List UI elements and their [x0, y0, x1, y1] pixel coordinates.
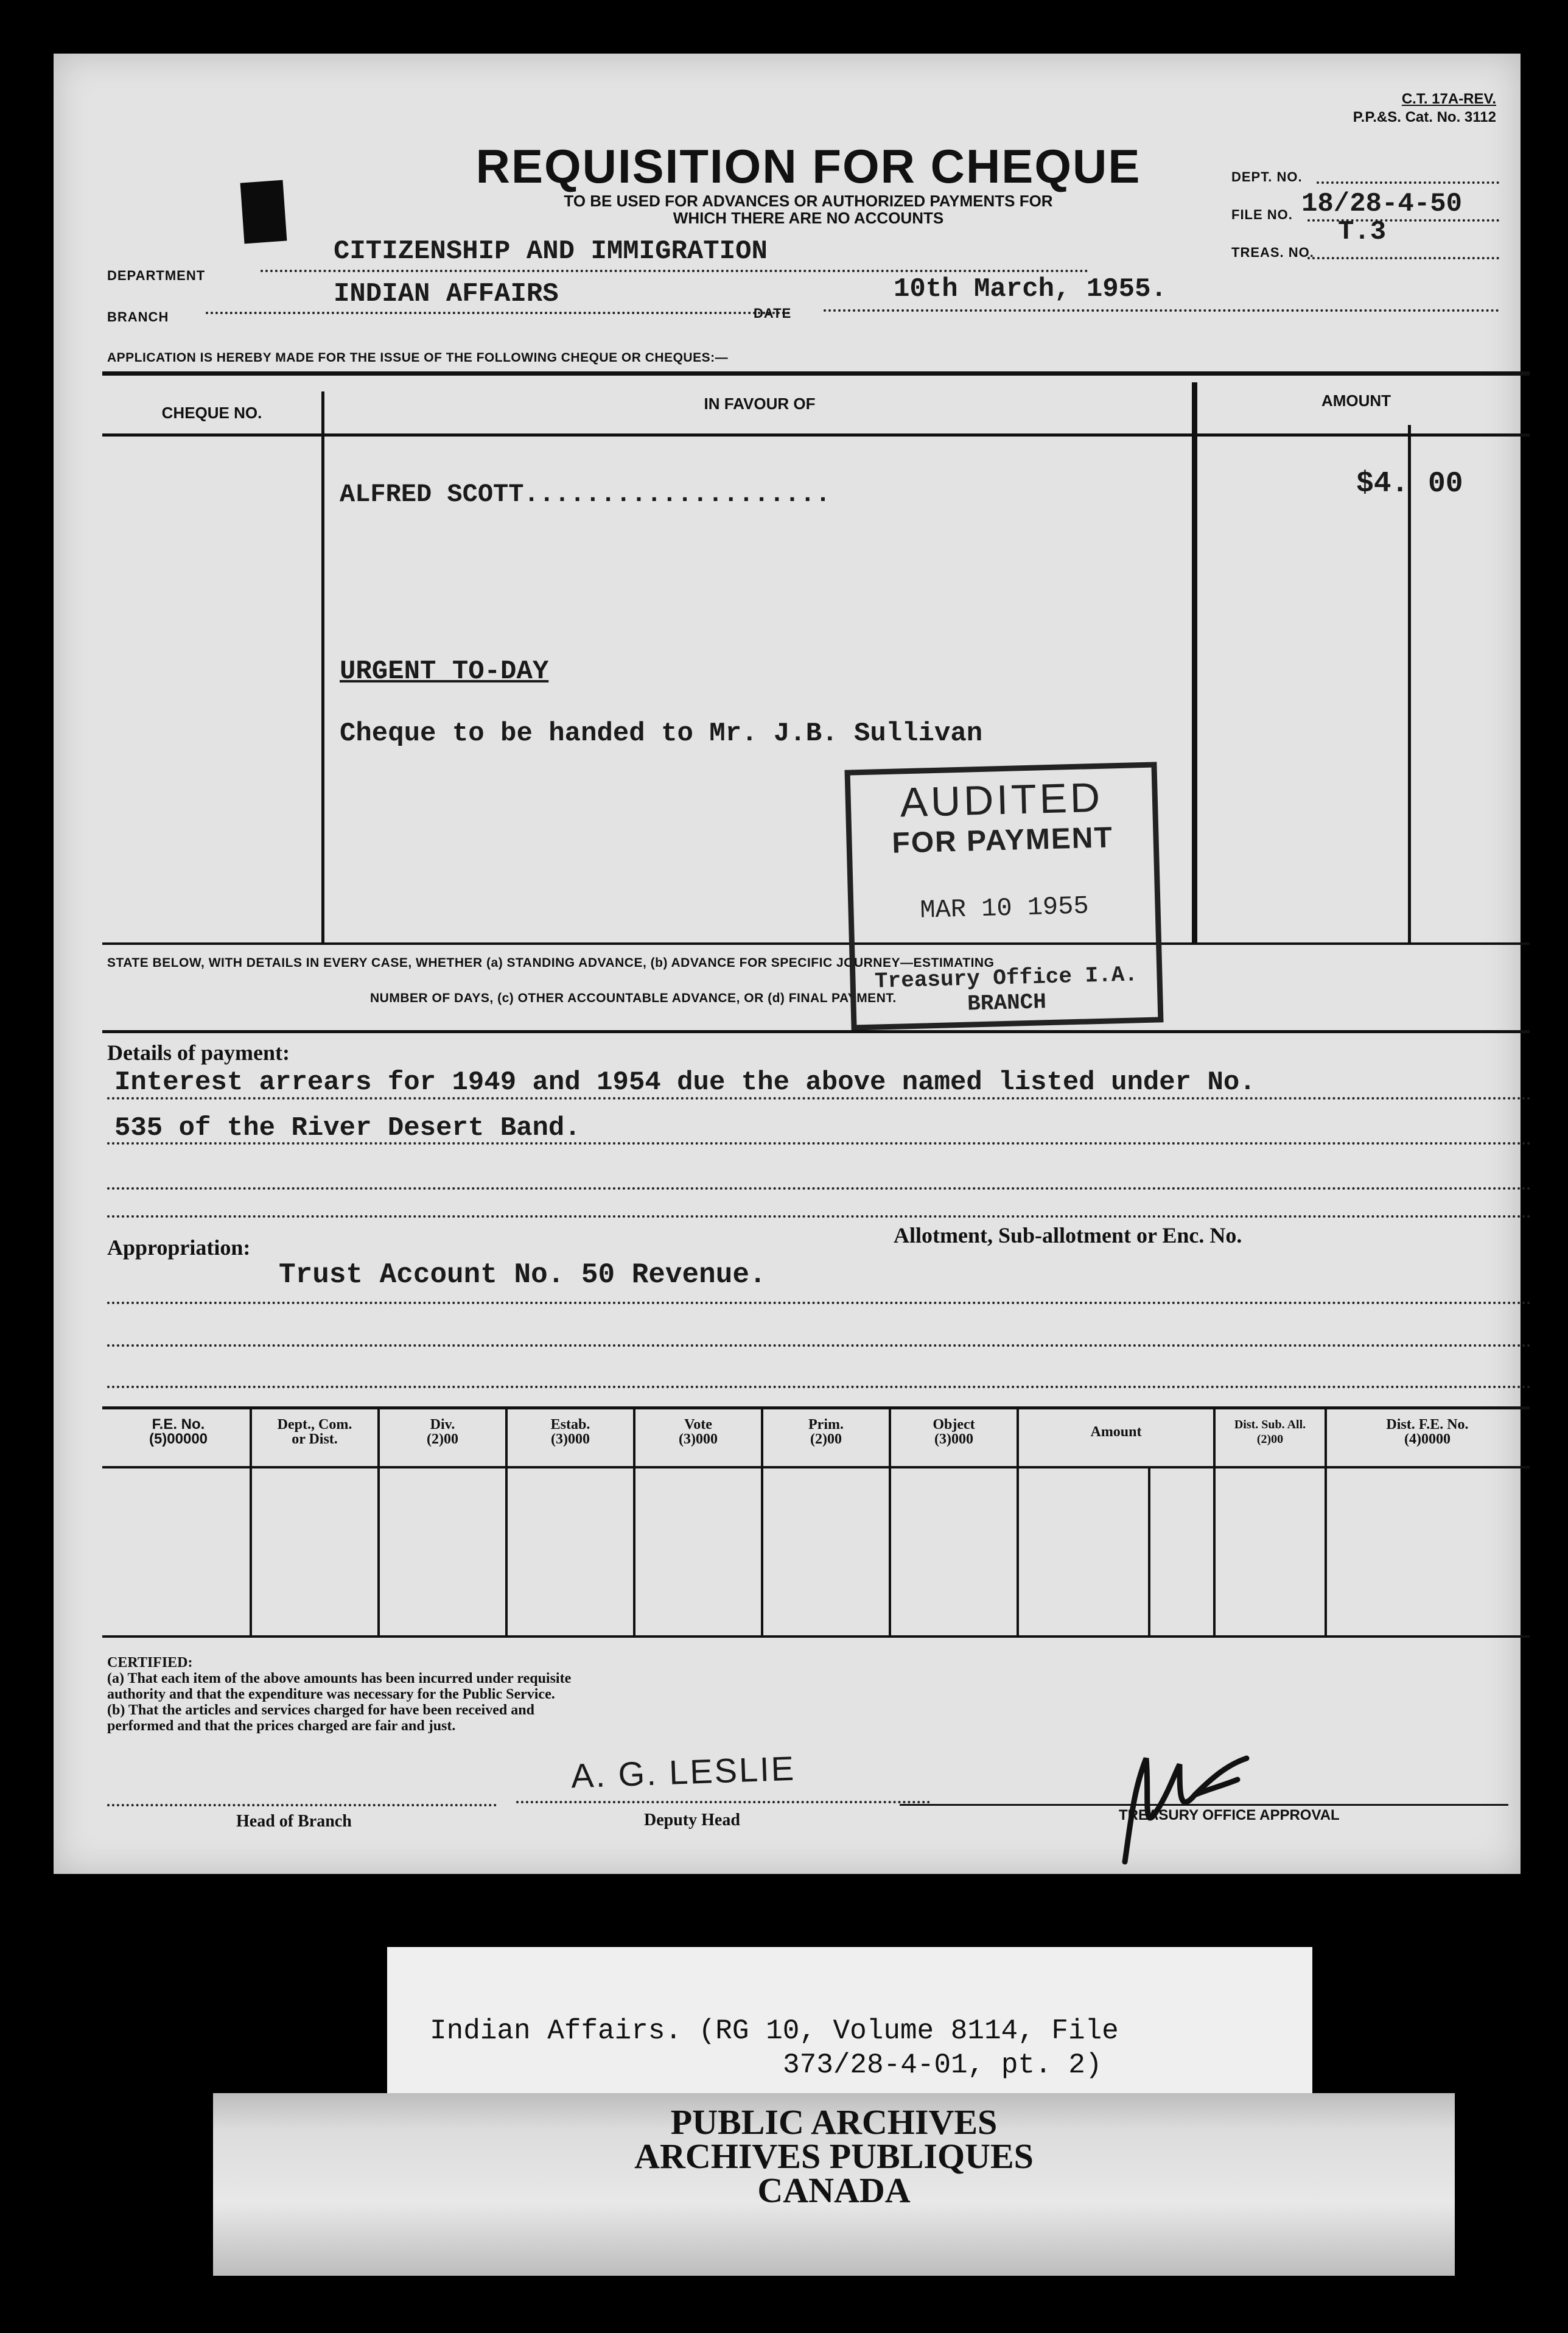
col-cheque-no: CHEQUE NO.: [161, 404, 262, 422]
appropriation-rule-3: [107, 1386, 1531, 1388]
grid-header-object-1: Object: [933, 1417, 975, 1433]
cheque-table-top-rule: [102, 371, 1530, 376]
filing-mark: [240, 180, 287, 244]
file-no-value: 18/28-4-50: [1301, 189, 1463, 219]
grid-header-div-2: (2)00: [427, 1431, 458, 1447]
form-subtitle: [358, 192, 1259, 226]
grid-header-dist-fe: [1327, 1417, 1528, 1447]
amount-dollars: $4.: [1356, 468, 1409, 500]
grid-amount-cents-divider: [1148, 1467, 1150, 1638]
state-below-line-1: STATE BELOW, WITH DETAILS IN EVERY CASE, WHETHER (a) STANDING ADVANCE, (b) ADVANCE FOR SPECIFIC JOURNEY—ESTIMATING: [107, 956, 995, 970]
stamp-for-payment: FOR PAYMENT: [891, 821, 1114, 860]
grid-header-estab-2: (3)000: [551, 1431, 590, 1447]
details-line-2-rule: [107, 1142, 1531, 1145]
archives-text: [213, 2102, 1455, 2210]
grid-header-rule: [102, 1466, 1530, 1468]
state-below-line-2: NUMBER OF DAYS, (c) OTHER ACCOUNTABLE ADVANCE, OR (d) FINAL PAYMENT.: [370, 991, 897, 1005]
form-code: [1353, 90, 1496, 127]
grid-header-dist-fe-2: (4)0000: [1404, 1431, 1451, 1447]
certified-block: [107, 1655, 571, 1734]
archives-line-2: ARCHIVES PUBLIQUES: [634, 2136, 1034, 2176]
application-statement: APPLICATION IS HEREBY MADE FOR THE ISSUE OF THE FOLLOWING CHEQUE OR CHEQUES:—: [107, 351, 729, 365]
col-amount: AMOUNT: [1321, 391, 1391, 410]
treas-no-value: T.3: [1338, 217, 1387, 247]
cheque-table-cents-divider: [1408, 425, 1411, 942]
grid-header-div-1: Div.: [430, 1417, 455, 1433]
grid-header-object-2: (3)000: [934, 1431, 973, 1447]
grid-header-dist-sub: [1216, 1417, 1325, 1447]
treasury-approval-line: [900, 1804, 1508, 1806]
grid-header-vote: [635, 1417, 761, 1447]
grid-header-prim: [763, 1417, 889, 1447]
grid-header-prim-2: (2)00: [810, 1431, 842, 1447]
grid-top-rule: [102, 1406, 1530, 1409]
head-of-branch-line: [107, 1804, 497, 1806]
department-label: DEPARTMENT: [107, 268, 206, 283]
handling-note: Cheque to be handed to Mr. J.B. Sullivan: [340, 718, 983, 749]
dept-no-label: DEPT. NO.: [1231, 169, 1303, 184]
subtitle-line-1: TO BE USED FOR ADVANCES OR AUTHORIZED PAYMENTS FOR: [564, 192, 1053, 210]
grid-header-estab-1: Estab.: [550, 1417, 590, 1433]
grid-header-dist-sub-1: Dist. Sub. All.: [1234, 1418, 1306, 1431]
amount-cents: 00: [1428, 468, 1463, 500]
date-label: DATE: [754, 306, 792, 321]
col-in-favour-of: IN FAVOUR OF: [704, 395, 816, 413]
head-of-branch-label: Head of Branch: [236, 1812, 352, 1831]
grid-header-dist-sub-2: (2)00: [1256, 1433, 1284, 1446]
grid-header-amount: [1019, 1425, 1213, 1439]
subtitle-line-2: WHICH THERE ARE NO ACCOUNTS: [673, 209, 944, 227]
form-title: REQUISITION FOR CHEQUE: [475, 139, 1141, 193]
grid-header-div: [380, 1417, 505, 1447]
grid-header-vote-2: (3)000: [679, 1431, 718, 1447]
grid-header-vote-1: Vote: [684, 1417, 712, 1433]
cheque-table-divider-2: [1192, 382, 1197, 942]
section-rule: [102, 1030, 1530, 1033]
signer-name-stamp: A. G. LESLIE: [570, 1749, 797, 1795]
certified-heading: CERTIFIED:: [107, 1655, 193, 1671]
stamp-office: Treasury Office I.A. BRANCH: [874, 962, 1138, 1017]
cheque-table-header-rule: [102, 433, 1530, 437]
deputy-head-line: [516, 1801, 930, 1803]
certified-line-b2: performed and that the prices charged are fair and just.: [107, 1718, 456, 1734]
certified-line-a1: (a) That each item of the above amounts has been incurred under requisite: [107, 1671, 572, 1686]
allotment-label: Allotment, Sub-allotment or Enc. No.: [894, 1223, 1242, 1247]
details-line-3-rule: [107, 1187, 1531, 1190]
grid-header-dept-1: Dept., Com.: [277, 1417, 352, 1433]
archive-reference: [430, 2014, 1119, 2082]
archive-reference-line-1: Indian Affairs. (RG 10, Volume 8114, File: [430, 2015, 1119, 2047]
archives-line-1: PUBLIC ARCHIVES: [670, 2102, 998, 2142]
grid-header-fe-no-1: F.E. No.: [152, 1416, 205, 1433]
grid-header-object: [891, 1417, 1017, 1447]
stamp-audited: AUDITED: [899, 774, 1104, 826]
grid-header-dist-fe-1: Dist. F.E. No.: [1386, 1417, 1469, 1433]
form-code-text: C.T. 17A-REV.: [1401, 91, 1496, 107]
appropriation-label: Appropriation:: [107, 1235, 251, 1260]
grid-bottom-rule: [102, 1635, 1530, 1638]
treasury-signature: [1088, 1722, 1307, 1880]
certified-line-a2: authority and that the expenditure was necessary for the Public Service.: [107, 1686, 555, 1702]
details-line-4-rule: [107, 1215, 1531, 1218]
archives-line-3: CANADA: [757, 2170, 911, 2210]
details-line-1-rule: [107, 1097, 1531, 1100]
catalog-number: P.P.&S. Cat. No. 3112: [1353, 109, 1496, 125]
grid-header-dept: [252, 1417, 377, 1447]
stamp-date: MAR 10 1955: [919, 891, 1090, 925]
department-value: CITIZENSHIP AND IMMIGRATION: [334, 236, 768, 267]
details-label: Details of payment:: [107, 1040, 290, 1065]
requisition-form: [54, 54, 1521, 1874]
treasury-approval-label: TREASURY OFFICE APPROVAL: [1119, 1807, 1340, 1823]
urgent-note: URGENT TO-DAY: [340, 656, 549, 687]
date-value: 10th March, 1955.: [894, 274, 1167, 304]
details-line-1: Interest arrears for 1949 and 1954 due the above named listed under No.: [114, 1067, 1256, 1098]
public-archives-banner: [213, 2093, 1455, 2276]
dept-no-field: [1317, 181, 1499, 184]
branch-value: INDIAN AFFAIRS: [334, 279, 559, 309]
appropriation-value: Trust Account No. 50 Revenue.: [279, 1259, 766, 1291]
file-no-label: FILE NO.: [1231, 207, 1293, 222]
deputy-head-label: Deputy Head: [644, 1811, 740, 1830]
date-field-line: [824, 309, 1499, 312]
grid-header-estab: [508, 1417, 633, 1447]
archive-reference-line-2: 373/28-4-01, pt. 2): [783, 2049, 1102, 2081]
cheque-table-bottom-rule: [102, 942, 1530, 945]
grid-divider-7: [1017, 1406, 1019, 1638]
appropriation-rule-1: [107, 1302, 1531, 1304]
branch-field-line: [206, 312, 790, 314]
details-line-2: 535 of the River Desert Band.: [114, 1113, 581, 1143]
grid-header-fe-no: [108, 1417, 248, 1447]
treas-no-label: TREAS. NO.: [1231, 245, 1314, 260]
cheque-table-divider-1: [321, 391, 324, 942]
audited-stamp: [844, 762, 1163, 1030]
certified-line-b1: (b) That the articles and services charged for have been received and: [107, 1702, 534, 1718]
file-no-field: [1307, 219, 1499, 222]
grid-header-dept-2: or Dist.: [292, 1431, 338, 1447]
treas-no-field: [1307, 257, 1499, 259]
payee-name: ALFRED SCOTT....................: [340, 480, 831, 509]
grid-header-fe-no-2: (5)00000: [149, 1431, 208, 1447]
appropriation-rule-2: [107, 1344, 1531, 1347]
department-field-line: [261, 270, 1088, 272]
grid-header-amount-1: Amount: [1090, 1424, 1142, 1440]
branch-label: BRANCH: [107, 309, 169, 325]
grid-header-prim-1: Prim.: [808, 1417, 844, 1433]
